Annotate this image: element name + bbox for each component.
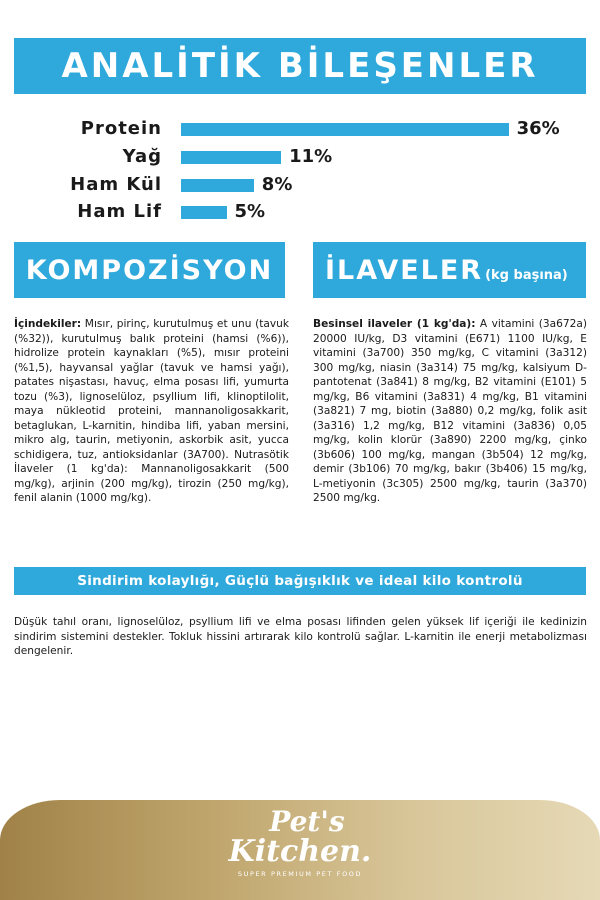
analytics-row-ham-lif: [0, 201, 600, 223]
analytics-label: Protein: [80, 118, 162, 139]
analytics-value: 5%: [234, 201, 266, 222]
additives-label: Besinsel ilaveler (1 kg'da):: [313, 318, 476, 330]
brand-name-line2: Kitchen.: [228, 834, 372, 869]
tagline-text: Sindirim kolaylığı, Güçlü bağışıklık ve ideal kilo kontrolü: [77, 573, 523, 589]
analytics-bar: [181, 151, 281, 164]
tagline-banner: [14, 567, 586, 595]
brand-logo: [0, 805, 600, 878]
composition-banner: [14, 242, 285, 298]
analytics-label: Ham Kül: [70, 174, 162, 195]
analytics-value: 36%: [516, 118, 560, 139]
composition-text: [14, 317, 289, 506]
additives-heading-suffix: (kg başına): [485, 267, 568, 283]
composition-heading: KOMPOZİSYON: [25, 254, 274, 286]
additives-banner: [313, 242, 586, 298]
analytics-value: 8%: [261, 174, 293, 195]
analytics-bar: [181, 206, 227, 219]
page-title: ANALİTİK BİLEŞENLER: [61, 46, 539, 86]
title-banner: [14, 38, 586, 94]
analytics-label: Ham Lif: [77, 201, 162, 222]
analytics-row-yag: [0, 146, 600, 168]
additives-text: [313, 317, 587, 506]
analytics-row-ham-kul: [0, 174, 600, 196]
brand-tagline: SUPER PREMIUM PET FOOD: [237, 870, 363, 878]
analytics-bar: [181, 123, 509, 136]
analytics-row-protein: [0, 118, 600, 140]
additives-body: A vitamini (3a672a) 20000 IU/kg, D3 vitamini (E671) 1100 IU/kg, E vitamini (3a700) 350 mg/kg, C vitamini (3a312) 300 mg/kg, niasin (3a314) 75 mg/kg, kalsiyum D-pantotenat (3a841) 8 mg/kg, B2 vitamini (E101) 5 mg/kg, B6 vitamini (3a831) 4 mg/kg, B1 vitamini (3a821) 7 mg, biotin (3a880) 0,2 mg/kg, folik asit (3a316) 1,2 mg/kg, B12 vitamini (3a836) 0,05 mg/kg, kolin klorür (3a890) 2200 mg/kg, çinko (3b606) 100 mg/kg, mangan (3b504) 12 mg/kg, demir (3b106) 70 mg/kg, bakır (3b406) 15 mg/kg, L-metiyonin (3c305) 2500 mg/kg, taurin (3a370) 2500 mg/kg.: [313, 318, 587, 504]
analytics-label: Yağ: [122, 146, 162, 167]
ingredients-label: İçindekiler:: [14, 318, 82, 330]
analytics-bar: [181, 179, 254, 192]
ingredients-text: Mısır, pirinç, kurutulmuş et unu (tavuk (%32)), kurutulmuş balık proteini (hamsi (%6)), hidrolize protein kaynakları (%5), mısır proteini (%1,5), hayvansal yağlar (tavuk ve hamsi yağı), patates nişastası, havuç, elma posası lifi, yumurta tozu (%3), lignoselüloz, psyllium lifi, klinoptilolit, maya nükleotid proteini, mannanoligosakkarit, betaglukan, L-karnitin, hindiba lifi, yaban mersini, mikro alg, taurin, metiyonin, askorbik asit, yucca schidigera, tuz, antioksidanlar (3A700). Nutrasötik İlaveler (1 kg'da): Mannanoligosakkarit (500 mg/kg), arjinin (200 mg/kg), tirozin (250 mg/kg), fenil alanin (1000 mg/kg).: [14, 318, 289, 504]
additives-heading: İLAVELER: [325, 254, 484, 286]
analytics-value: 11%: [289, 146, 333, 167]
brand-name-line1: Pet's: [269, 805, 345, 838]
description-text: Düşük tahıl oranı, lignoselüloz, psyllium lifi ve elma posası lifinden gelen yüksek lif içeriği ile kedinizin sindirim sistemini destekler. Tokluk hissini artırarak kilo kontrolü sağlar. L-karnitin ile enerji metabolizması dengelenir.: [14, 616, 587, 657]
